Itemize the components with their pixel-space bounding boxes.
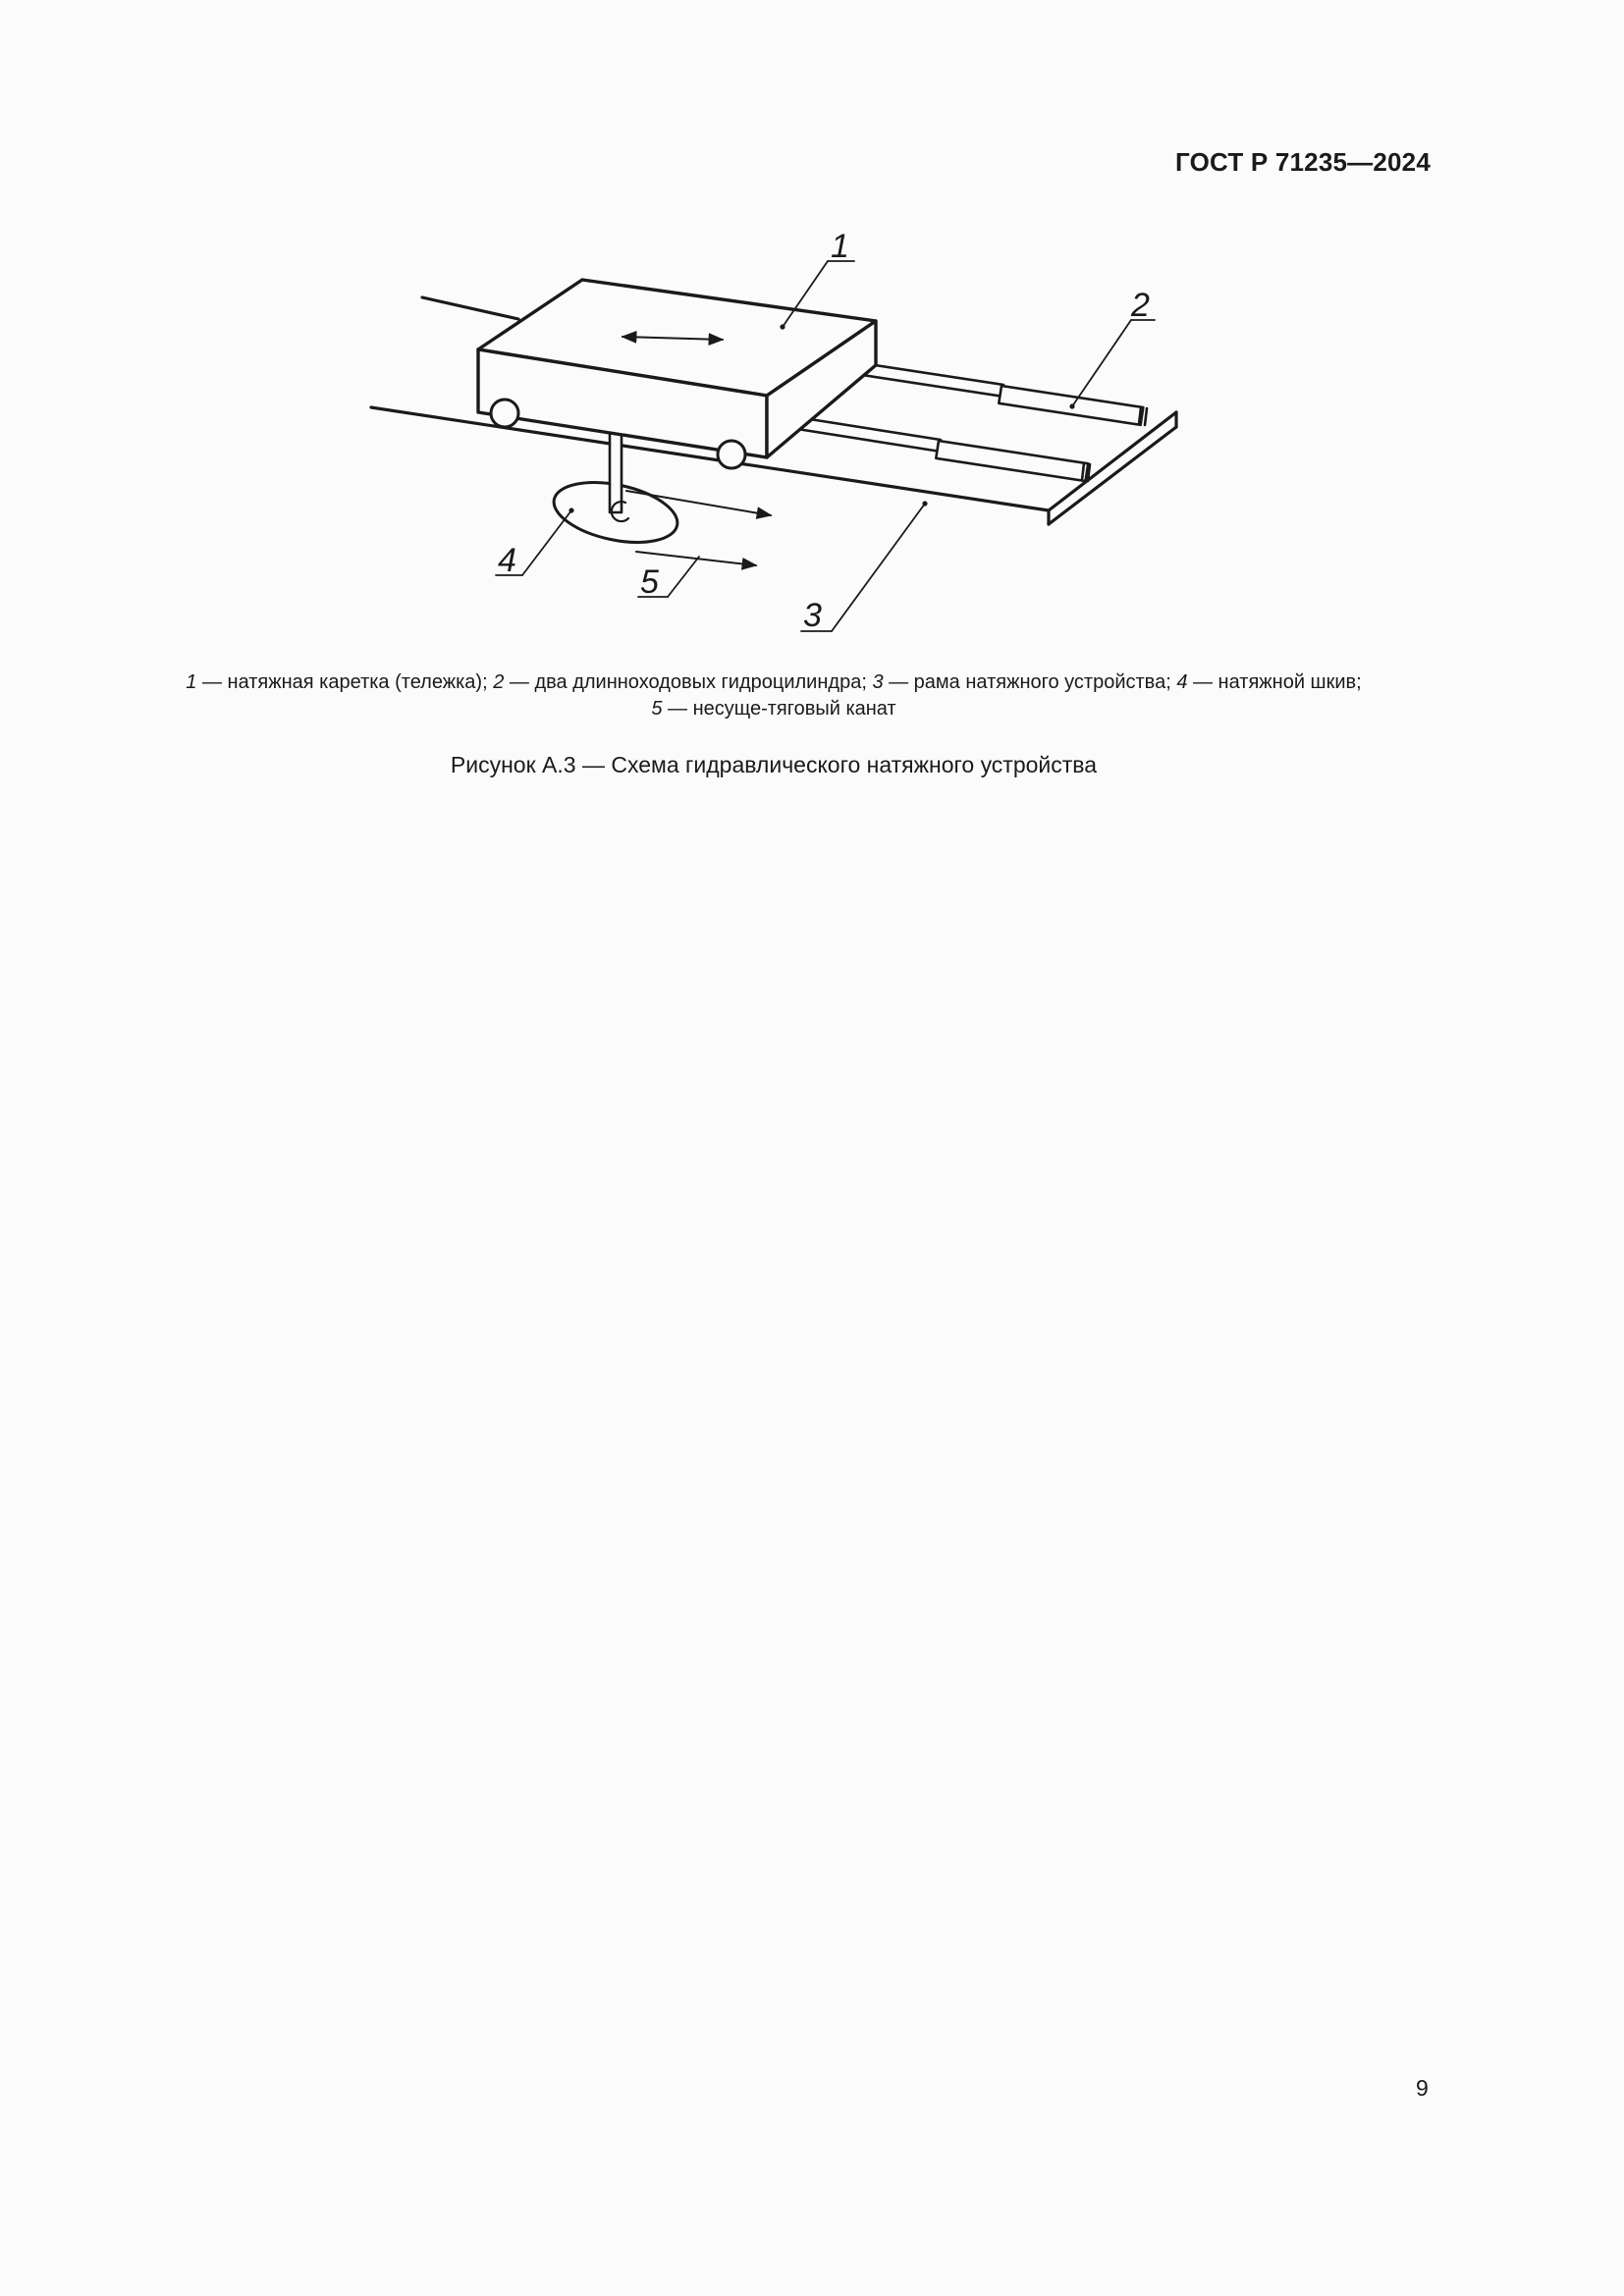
figure-tensioner-diagram	[363, 224, 1188, 646]
tension-carriage	[478, 280, 876, 468]
legend-line-2	[116, 696, 1432, 722]
page-number: 9	[1416, 2075, 1429, 2101]
legend-text: — рама натяжного устройства;	[883, 671, 1171, 693]
legend-number: 4	[1176, 671, 1188, 693]
legend-text: — два длинноходовых гидроцилиндра;	[504, 671, 867, 693]
legend-text: — несуще-тяговый канат	[662, 698, 896, 720]
hydraulic-tensioner-drawing	[363, 224, 1188, 646]
legend-number: 1	[186, 671, 197, 693]
callout-label-1: 1	[831, 228, 849, 265]
callout-label-4: 4	[498, 542, 516, 579]
callout-label-2: 2	[1131, 287, 1150, 324]
figure-caption: Рисунок А.3 — Схема гидравлического натяжного устройства	[450, 752, 1098, 777]
callout-label-5: 5	[640, 563, 659, 601]
legend-number: 5	[651, 698, 663, 720]
callout-label-3: 3	[803, 597, 822, 634]
legend-number: 2	[493, 671, 505, 693]
legend-line-1	[116, 669, 1432, 696]
tension-sheave	[549, 432, 683, 553]
legend-text: — натяжной шкив;	[1187, 671, 1362, 693]
figure-legend	[116, 669, 1432, 722]
document-code: ГОСТ Р 71235—2024	[1175, 147, 1431, 177]
legend-text: — натяжная каретка (тележка);	[196, 671, 488, 693]
legend-number: 3	[872, 671, 884, 693]
